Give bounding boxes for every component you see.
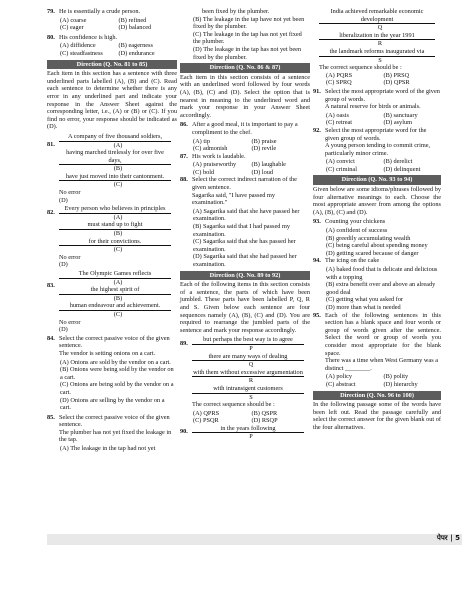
option-a[interactable]: (A) The leakage in the tap had not yet [60, 445, 156, 453]
question-number: 79. [47, 8, 55, 15]
direction-text: Each item in this section consists of a sentence with an underlined word followed by four words (A), (B), (C) and (D). Select the option that is nearest in meaning to the underlined word and mark your response in your Answer Sheet accordingly. [180, 73, 310, 119]
option-a[interactable]: (A) policy [326, 373, 353, 381]
segment-label: R [248, 377, 254, 385]
segment-q: India achieved remarkable economic development [319, 8, 435, 24]
option-b[interactable]: (B) Onions were being sold by the vendor on a cart. [60, 366, 174, 381]
options-row [313, 158, 441, 166]
segment-label: S [249, 393, 253, 401]
question-text: Counting your chickens [325, 218, 386, 226]
option-b[interactable]: (B) greedily accumulating wealth [326, 234, 411, 242]
option-d[interactable]: (D) Sagarika said that she had passed her examination. [193, 253, 297, 268]
column-1 [47, 8, 177, 453]
segment-p: in the years following [192, 425, 304, 434]
option-continuation: been fixed by the plumber. [202, 8, 270, 15]
question-number: 89. [180, 340, 188, 348]
option-a[interactable]: (A) praiseworthy [193, 161, 237, 169]
question-85 [47, 414, 177, 444]
question-number: 87. [180, 152, 188, 160]
option-c[interactable]: (C) being careful about spending money [326, 242, 428, 250]
option-d[interactable]: (D) revile [251, 145, 277, 153]
question-95 [313, 312, 441, 373]
given-sentence: There was a time when West Germany was a distinct ________. [325, 357, 439, 372]
option-c[interactable]: (C) SPRQ [326, 79, 352, 87]
no-error-option[interactable]: No error [59, 253, 81, 261]
option-c[interactable]: (C) criminal [326, 165, 357, 173]
segment-label: S [378, 56, 382, 64]
question-text: His work is laudable. [192, 152, 246, 160]
segment-label: (C) [113, 246, 123, 254]
option-d[interactable]: (D) endurance [118, 49, 155, 57]
direction-header: Direction (Q. No. 89 to 92) [180, 271, 310, 281]
options-row [313, 373, 441, 381]
options-row [313, 112, 441, 120]
segment-a: The Olympic Games reflects [59, 270, 171, 279]
segment-r: liberalization in the year 1991 [319, 32, 435, 41]
option-c[interactable]: (C) Onions are being sold by the vendor on a cart. [60, 381, 174, 396]
option-a[interactable]: (A) Sagarika said that she have passed her examination. [193, 207, 300, 223]
direction-header: Direction (Q. No. 86 & 87) [180, 63, 310, 73]
question-92 [313, 127, 441, 157]
question-text: He is essentially a crude person. [59, 8, 141, 15]
segment-label: (B) [113, 165, 123, 173]
options-row [180, 417, 310, 425]
option-a[interactable]: (A) coarse [60, 16, 87, 24]
question-number: 81. [47, 140, 55, 148]
sequence-prompt: The correct sequence should be : [192, 401, 275, 409]
options-row [313, 119, 441, 127]
segment-c: have just moved into their cantonment. [59, 173, 171, 182]
page-number: 5 [455, 534, 460, 542]
question-81 [47, 133, 177, 204]
question-80 [47, 34, 177, 42]
segment-label: (C) [113, 181, 123, 189]
question-number: 93. [313, 218, 321, 226]
given-sentence: Sagarika said, "I have passed my examination." [192, 191, 276, 207]
segment-q: there are many ways of dealing [192, 353, 304, 362]
option-b[interactable]: (B) refined [118, 16, 147, 24]
direction-text: Given below are some idioms/phrases followed by four alternative meanings to each. Choose the most appropriate answer from among the options (A), (B), (C) and (D). [313, 186, 441, 216]
direction-header: Direction (Q. No. 81 to 85) [47, 60, 177, 70]
options-row [180, 169, 310, 177]
option-b[interactable]: (B) The leakage in the tap have not yet been fixed by the plumber. [193, 15, 305, 31]
option-a[interactable]: (A) tip [193, 137, 210, 145]
sequence-prompt: The correct sequence should be : [319, 64, 402, 72]
given-sentence: The vendor is setting onions on a cart. [59, 349, 156, 357]
question-87 [180, 153, 310, 161]
option-b[interactable]: (B) extra benefit over and above an already good deal [326, 281, 436, 296]
question-91 [313, 88, 441, 111]
column-3 [313, 8, 441, 433]
question-82 [47, 205, 177, 269]
options-row [180, 161, 310, 169]
option-b[interactable]: (B) eagerness [118, 42, 153, 50]
segment-label: P [249, 433, 253, 441]
options-row [47, 42, 177, 50]
options-row [313, 381, 441, 389]
options-row [47, 24, 177, 32]
question-number: 92. [313, 126, 321, 134]
question-89 [180, 336, 310, 408]
question-94 [313, 257, 441, 265]
option-b[interactable]: (B) PRSQ [383, 71, 410, 79]
question-88 [180, 176, 310, 206]
option-c[interactable]: (C) retreat [326, 119, 353, 127]
question-text: Select the most appropriate word for the given group of words. [325, 126, 427, 142]
segment-label: (B) [113, 294, 123, 302]
option-b[interactable]: (B) QSPR [251, 409, 278, 417]
options-row [313, 72, 441, 80]
option-c[interactable]: (C) admonish [193, 145, 228, 153]
segment-b: the highest spirit of [59, 286, 171, 295]
segment-p: but perhaps the best way is to agree [192, 336, 304, 345]
option-d[interactable]: (D) Onions are selling by the vendor on a cart. [60, 396, 165, 412]
question-90 [180, 425, 310, 441]
question-84 [47, 335, 177, 358]
option-d[interactable]: (D) delinquent [383, 165, 421, 173]
option-d[interactable]: (D) getting scared because of danger [326, 249, 419, 257]
option-b[interactable]: (B) Sagarika said that I had passed my examination. [193, 223, 291, 238]
options-row [313, 79, 441, 87]
option-b[interactable]: (B) polity [383, 373, 409, 381]
option-d[interactable]: (D) loud [251, 168, 274, 176]
given-sentence: A natural reserve for birds or animals. [325, 103, 421, 111]
question-number: 95. [313, 311, 321, 319]
question-number: 86. [180, 121, 188, 129]
segment-label: (A) [113, 141, 123, 149]
given-sentence: The plumber has not yet fixed the leakage in the tap. [59, 428, 172, 444]
direction-text: Each of the following items in this section consists of a sentence, the parts of which have been jumbled. These parts have been labelled P, Q, R and S. Given below each sentence are four sequences namely (A), (B), (C) and (D). You are required to rearrange the jumbled parts of the sentence and mark your response accordingly. [180, 281, 310, 334]
segment-s: the landmark reforms inaugurated via [319, 48, 435, 57]
direction-header: Direction (Q. No. 93 to 94) [313, 175, 441, 185]
segment-label: R [377, 40, 383, 48]
option-b[interactable]: (B) sanctuary [383, 111, 418, 119]
option-a[interactable]: (A) PQRS [326, 71, 353, 79]
segment-label: (D) [59, 196, 68, 204]
direction-text: Each item in this section has a sentence with three underlined parts labelled (A), (B) and (C). Read each sentence to determine whether there is any error in any underlined part and indicate your response in the Answer Sheet against the corresponding letter, i.e., (A) or (B) or (C). If you find no error, your response should be indicated as (D). [47, 70, 177, 131]
options-row [180, 145, 310, 153]
option-d[interactable]: (D) hierarchy [383, 380, 418, 388]
option-d[interactable]: (D) more than what is needed [326, 303, 401, 311]
question-number: 85. [47, 413, 55, 421]
option-c[interactable]: (C) bold [193, 168, 215, 176]
option-a[interactable]: (A) convict [326, 158, 355, 166]
segment-label: (D) [59, 261, 68, 269]
segment-s: with intransigent customers [192, 385, 304, 394]
question-text: Select the most appropriate word of the given group of words. [325, 87, 440, 103]
option-a[interactable]: (A) QPRS [193, 409, 220, 417]
options-row [180, 138, 310, 146]
option-b[interactable]: (B) laughable [251, 161, 286, 169]
question-text: Select the correct indirect narration of the given sentence. [192, 176, 297, 192]
option-b[interactable]: (B) praise [251, 137, 277, 145]
option-a[interactable]: (A) Onions are sold by the vendor on a cart. [60, 358, 171, 366]
question-text: Each of the following sentences in this section has a blank space and four words or group of words given after the sentence. Select the word or group of words you consider most appropriate for the blank space. [325, 311, 441, 357]
segment-label: (C) [113, 310, 123, 318]
question-number: 88. [180, 176, 188, 184]
footer-label: पेपर [436, 534, 448, 542]
given-sentence: A young person tending to commit crime, particularly minor crime. [325, 142, 431, 157]
question-text: Select the correct passive voice of the given sentence. [59, 413, 170, 429]
question-number: 83. [47, 282, 55, 289]
option-a[interactable]: (A) baked food that is delicate and delicious with a topping [326, 266, 438, 281]
question-90-continued [313, 8, 441, 72]
segment-label: (A) [113, 213, 123, 221]
question-text: The icing on the cake [325, 257, 380, 265]
option-a[interactable]: (A) oasis [326, 111, 349, 119]
options-row [180, 410, 310, 418]
segment-label: P [249, 344, 253, 352]
no-error-option[interactable]: No error [59, 318, 81, 326]
segment-label: Q [248, 361, 254, 369]
options-row [47, 50, 177, 58]
question-text: His confidence is high. [59, 33, 118, 41]
option-d[interactable]: (D) The leakage in the tap has not yet been fixed by the plumber. [193, 45, 302, 61]
question-83 [47, 270, 177, 334]
question-text: Select the correct passive voice of the given sentence. [59, 334, 170, 350]
option-c[interactable]: (C) abstract [326, 380, 356, 388]
question-number: 91. [313, 87, 321, 95]
question-text: After a good meal, it is important to pay a compliment to the chef. [192, 121, 298, 136]
segment-label: (D) [59, 326, 68, 334]
segment-a: Every person who believes in principles [59, 205, 171, 214]
column-2 [180, 8, 310, 442]
footer-bar [47, 534, 462, 545]
question-number: 84. [47, 334, 55, 342]
option-d[interactable]: (D) QPSR [383, 79, 410, 87]
option-c[interactable]: (C) Sagarika said that she has passed her examination. [193, 238, 296, 253]
question-number: 82. [47, 209, 55, 217]
page-footer: पेपर | 5 [436, 534, 460, 542]
option-c[interactable]: (C) getting what you asked for [326, 296, 404, 304]
question-93 [313, 218, 441, 226]
option-a[interactable]: (A) diffidence [60, 42, 96, 50]
segment-label: (B) [113, 230, 123, 238]
question-number: 94. [313, 257, 321, 265]
option-a[interactable]: (A) confident of success [326, 227, 388, 235]
segment-label: (A) [113, 278, 123, 286]
no-error-option[interactable]: No error [59, 189, 81, 197]
segment-c: for their convictions. [59, 238, 171, 247]
option-d[interactable]: (D) asylum [383, 119, 413, 127]
segment-b: having marched tirelessly for over five days, [59, 149, 171, 165]
options-row [313, 166, 441, 174]
segment-label: Q [377, 24, 383, 32]
option-c[interactable]: (C) eager [60, 24, 84, 32]
question-number: 80. [47, 33, 55, 41]
segment-c: human endeavour and achievement. [59, 302, 171, 311]
direction-header: Direction (Q. No. 96 to 100) [313, 391, 441, 401]
option-c[interactable]: (C) steadfastness [60, 49, 103, 57]
segment-r: with them without excessive argumentation [193, 368, 303, 376]
option-c[interactable]: (C) PSQR [193, 417, 219, 425]
option-d[interactable]: (D) balanced [118, 24, 152, 32]
option-c[interactable]: (C) The leakage in the tap has not yet fixed the plumber. [193, 30, 302, 46]
direction-text: In the following passage some of the words have been left out. Read the passage carefully and select the correct answer for the given blank out of the four alternatives. [313, 401, 441, 431]
question-79 [47, 8, 177, 16]
question-number: 90. [180, 427, 188, 435]
question-86 [180, 121, 310, 136]
segment-a: A company of five thousand soldiers, [59, 133, 171, 142]
option-b[interactable]: (B) derelict [383, 158, 413, 166]
option-d[interactable]: (D) RSQP [251, 417, 278, 425]
options-row [47, 17, 177, 25]
segment-b: must stand up to fight [59, 221, 171, 230]
